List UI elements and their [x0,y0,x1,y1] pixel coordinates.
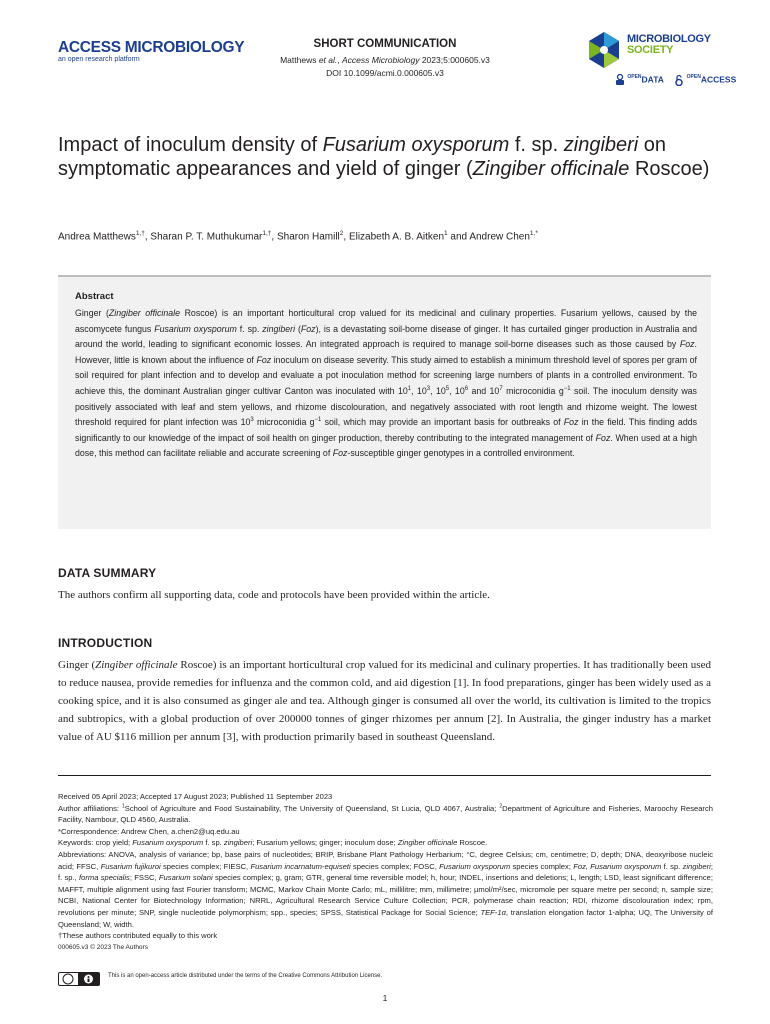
microbiology-society-logo-icon [585,30,623,70]
society-line1: MICROBIOLOGY [627,33,711,45]
title-italic: zingiberi [563,134,639,156]
open-data-badge[interactable] [615,74,664,86]
contribution-note: †These authors contributed equally to this work [58,931,218,941]
article-header [220,37,550,80]
author-affiliation-mark: 2 [339,230,344,237]
doi[interactable]: DOI 10.1099/acmi.0.000605.v3 [326,68,444,78]
open-data-icon [615,74,625,86]
open-data-label: DATA [641,74,664,85]
open-access-badge[interactable] [674,74,736,86]
author: , Sharan P. T. Muthukumar [144,231,263,243]
journal-name: ACCESS MICROBIOLOGY [58,39,245,56]
correspondence: *Correspondence: Andrew Chen, a.chen2@uq.edu.au [58,826,240,836]
society-line2: SOCIETY [627,44,674,56]
title-part: Roscoe) [629,158,710,180]
open-access-small: OPEN [686,74,701,80]
keywords: Keywords: crop yield; Fusarium oxysporum f. sp. zingiberi; Fusarium yellows; ginger; inoculum dose; Zingiber officinale Roscoe. [58,838,488,848]
introduction-heading: INTRODUCTION [58,636,153,650]
author-affiliation-mark: 1,† [135,230,145,237]
open-data-small: OPEN [627,74,642,80]
title-part: f. sp. [509,134,564,156]
article-title [58,133,718,181]
citation-journal: Access Microbiology [341,55,420,65]
author: , Sharon Hamill [271,231,340,243]
title-italic: Fusarium oxysporum [322,134,510,156]
abstract-box [58,275,711,529]
page-number: 1 [382,993,388,1003]
author-affiliation-mark: 1 [444,230,448,237]
copyright: 000605.v3 © 2023 The Authors [58,943,148,951]
open-access-icon [674,74,684,86]
open-access-label: ACCESS [700,74,737,85]
journal-logo [58,40,244,64]
introduction-text: Ginger (Zingiber officinale Roscoe) is an important horticultural crop valued for its medicinal and culinary properties. It has traditionally been used to reduce nausea, provide remedies for influenza and the common cold, and aid digestion [1]. In food preparations, ginger has been widely used as a cooking spice, and it is also consumed as ginger ale and tea. Although ginger is consumed all over the world, its cultivation is limited to the tropics and subtropics, with a global production of over 200000 tonnes of ginger rhizomes per annum [2]. In Australia, the ginger industry has a market value of AU $116 million per annum [3], with production primarily based in southeast Queensland. [58,659,711,743]
author-affiliation-mark: 1,* [529,230,538,237]
author: and Andrew Chen [447,231,530,243]
publication-dates: Received 05 April 2023; Accepted 17 August 2023; Published 11 September 2023 [58,792,333,801]
author-list [58,227,728,244]
author-affiliations: Author affiliations: $^1$School of Agriculture and Food Sustainability, The University of Queensland, St Lucia, QLD 4067, Australia; $^2$Department of Agriculture and Fisheries, Maroochy Research Facility, Nambour, QLD 4560, Australia. [58,803,713,825]
author: Andrea Matthews [58,231,136,243]
title-part: on symptomatic appearances and yield of ginger ( [58,134,667,180]
society-name [627,34,711,56]
license-text: This is an open-access article distributed under the terms of the Creative Commons Attribution License. [108,973,383,979]
abstract-text: Ginger (Zingiber officinale Roscoe) is an important horticultural crop valued for its medicinal and culinary properties. Fusarium yellows, caused by the ascomycete fungus Fusarium oxysporum f. sp. zingiberi (Foz), is a devastating soil-borne disease of ginger. It has curtailed ginger production in Australia and around the world, leading to significant economic losses. An integrated approach is required to manage soil-borne diseases such as those caused by Foz. However, little is known about the influence of Foz inoculum on disease severity. This study aimed to establish a minimum threshold level of spores per gram of soil required for plant infection and to develop and evaluate a pot inoculation method for screening large numbers of plants in a controlled environment. To achieve this, the dominant Australian ginger cultivar Canton was inoculated with $10^1$, $10^3$, $10^5$, $10^6$ and $10^7$ microconidia $g^{-1}$ soil. The inoculum density was positively associated with leaf and stem yellows, and rhizome discolouration, and negatively associated with root length and rhizome weight. The lowest threshold required for plant infection was $10^3$ microconidia $g^{-1}$ soil, which may provide an important basis for outbreaks of Foz in the field. This finding adds significantly to our knowledge of the impact of soil health on ginger production, thereby contributing to the integrated management of Foz. When used at a high dose, this method can facilitate reliable and accurate screening of Foz-susceptible ginger genotypes in a controlled environment. [75,308,698,459]
citation: Matthews et al., Access Microbiology 2023;5:000605.v3 [280,55,490,65]
footnotes [58,791,713,953]
footnote-divider [58,775,711,776]
data-summary-heading: DATA SUMMARY [58,566,157,580]
abstract-heading: Abstract [75,291,114,302]
author-affiliation-mark: 1,† [262,230,272,237]
data-summary-text: The authors confirm all supporting data, code and protocols have been provided within the article. [58,589,490,601]
creative-commons-icon[interactable] [58,972,100,986]
title-italic: Zingiber officinale [472,158,630,180]
journal-tagline: an open research platform [58,56,140,63]
article-type: SHORT COMMUNICATION [313,38,457,50]
citation-volume: 2023;5:000605.v3 [419,55,490,65]
citation-etal: et al. [316,55,338,65]
society-logo [585,30,725,70]
author: , Elizabeth A. B. Aitken [343,231,445,243]
open-badges [615,74,744,86]
title-part: Impact of inoculum density of [58,134,323,156]
correspondence-email[interactable]: Andrew Chen, a.chen2@uq.edu.au [120,826,240,836]
citation-authors: Matthews [280,55,317,65]
abbreviations: Abbreviations: ANOVA, analysis of variance; bp, base pairs of nucleotides; BRIP, Brisbane Plant Pathology Herbarium; °C, degree Celsius; cm, centimetre; D, depth; DNA, deoxyribose nucleic acid; FFSC, Fusarium fujikuroi species complex; FIESC, Fusarium incarnatum-equiseti species complex; FOSC, Fusarium oxysporum species complex; Foz, Fusarium oxysporum f. sp. zingiberi; f. sp., forma specialis; FSSC, Fusarium solani species complex; g, gram; GTR, general time reversible model; h, hour; INDEL, insertions and deletions; L, length; LSD, least significant difference; MAFFT, multiple alignment using fast Fourier transform; MCMC, Markov Chain Monte Carlo; mL, millilitre; mm, millimetre; µmol/m²/sec, micromole per square metre per second; n, sample size; NCBI, National Center for Biotechnology Information; NRRL, Agricultural Research Service Culture Collection; PCR, polymerase chain reaction; RDI, rhizome discolouration index; rpm, revolutions per minute; SNP, single nucleotide polymorphism; spp., species; SPSS, Statistical Package for Social Science; TEF-1α, translation elongation factor 1-alpha; UQ, The University of Queensland; W, width. [58,849,714,929]
